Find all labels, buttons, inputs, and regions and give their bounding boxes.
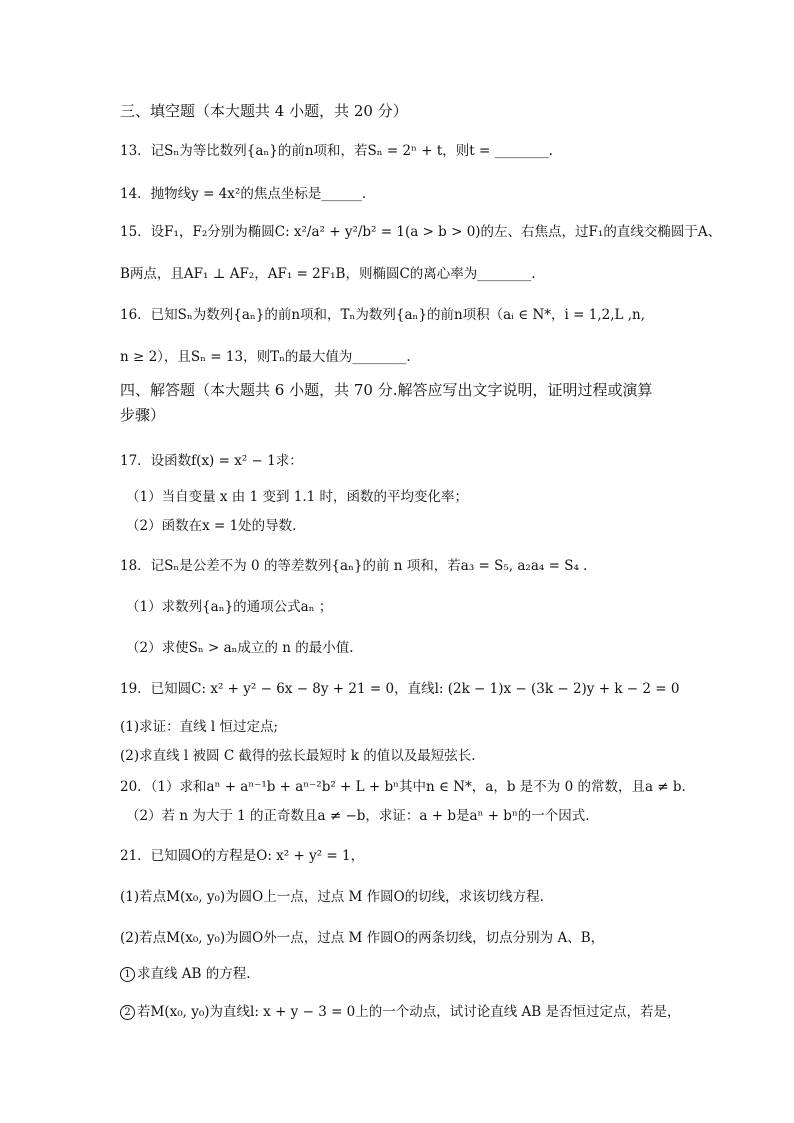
- section-3-heading: 三、填空题（本大题共 4 小题，共 20 分）: [120, 102, 408, 120]
- question-21-part-2a: [120, 966, 720, 983]
- question-13: 13．记Sₙ为等比数列{aₙ}的前n项和，若Sₙ = 2ⁿ + t，则t = ________.: [120, 143, 553, 159]
- question-18-part-2: （2）求使Sₙ > aₙ成立的 n 的最小值.: [126, 640, 354, 656]
- question-18-part-1: （1）求数列{aₙ}的通项公式aₙ ；: [126, 599, 333, 615]
- question-21-part-1: (1)若点M(x₀, y₀)为圆O上一点，过点 M 作圆O的切线，求该切线方程.: [120, 889, 544, 905]
- question-21-part-2b-text: 若M(x₀, y₀)为直线l: x + y − 3 = 0上的一个动点，试讨论直线 AB 是否恒过定点，若是，: [137, 1004, 681, 1020]
- question-21: 21．已知圆O的方程是O: x² + y² = 1，: [120, 848, 365, 864]
- question-21-part-2b: [120, 1004, 720, 1021]
- question-15-line-2: B两点，且AF₁ ⊥ AF₂，AF₁ = 2F₁B，则椭圆C的离心率为________.: [120, 266, 536, 282]
- circled-number-2: 2: [120, 1005, 135, 1020]
- question-17: 17．设函数f(x) = x² − 1求：: [120, 453, 303, 469]
- question-15-line-1: 15．设F₁，F₂分别为椭圆C: x²/a² + y²/b² = 1(a > b > 0)的左、右焦点，过F₁的直线交椭圆于A、: [120, 224, 722, 240]
- question-19-part-2: (2)求直线 l 被圆 C 截得的弦长最短时 k 的值以及最短弦长.: [120, 748, 476, 764]
- question-14: 14．抛物线y = 4x²的焦点坐标是______.: [120, 186, 367, 202]
- question-16-line-2: n ≥ 2），且Sₙ = 13，则Tₙ的最大值为________.: [120, 349, 411, 365]
- question-20-part-2: （2）若 n 为大于 1 的正奇数且a ≠ −b，求证：a + b是aⁿ + bⁿ的一个因式.: [126, 808, 590, 824]
- question-20-part-1: 20．（1）求和aⁿ + aⁿ⁻¹b + aⁿ⁻²b² + L + bⁿ其中n ∈ N*，a，b 是不为 0 的常数，且a ≠ b.: [120, 779, 686, 795]
- section-4-heading: 四、解答题（本大题共 6 小题，共 70 分.解答应写出文字说明，证明过程或演算步骤）: [120, 381, 653, 424]
- question-18: 18．记Sₙ是公差不为 0 的等差数列{aₙ}的前 n 项和，若a₃ = S₅, a₂a₄ = S₄ .: [120, 558, 588, 574]
- circled-number-1: 1: [120, 967, 135, 982]
- question-16-line-1: 16．已知Sₙ为数列{aₙ}的前n项和，Tₙ为数列{aₙ}的前n项积（aᵢ ∈ N*，i = 1,2,L ,n,: [120, 307, 646, 323]
- question-17-part-2: （2）函数在x = 1处的导数.: [126, 518, 297, 534]
- question-17-part-1: （1）当自变量 x 由 1 变到 1.1 时，函数的平均变化率；: [126, 489, 469, 505]
- question-21-part-2a-text: 求直线 AB 的方程.: [137, 966, 251, 982]
- question-21-part-2: (2)若点M(x₀, y₀)为圆O外一点，过点 M 作圆O的两条切线，切点分别为 A、B，: [120, 930, 605, 946]
- question-19-part-1: (1)求证：直线 l 恒过定点;: [120, 719, 279, 735]
- question-19: 19．已知圆C: x² + y² − 6x − 8y + 21 = 0，直线l: (2k − 1)x − (3k − 2)y + k − 2 = 0: [120, 681, 680, 697]
